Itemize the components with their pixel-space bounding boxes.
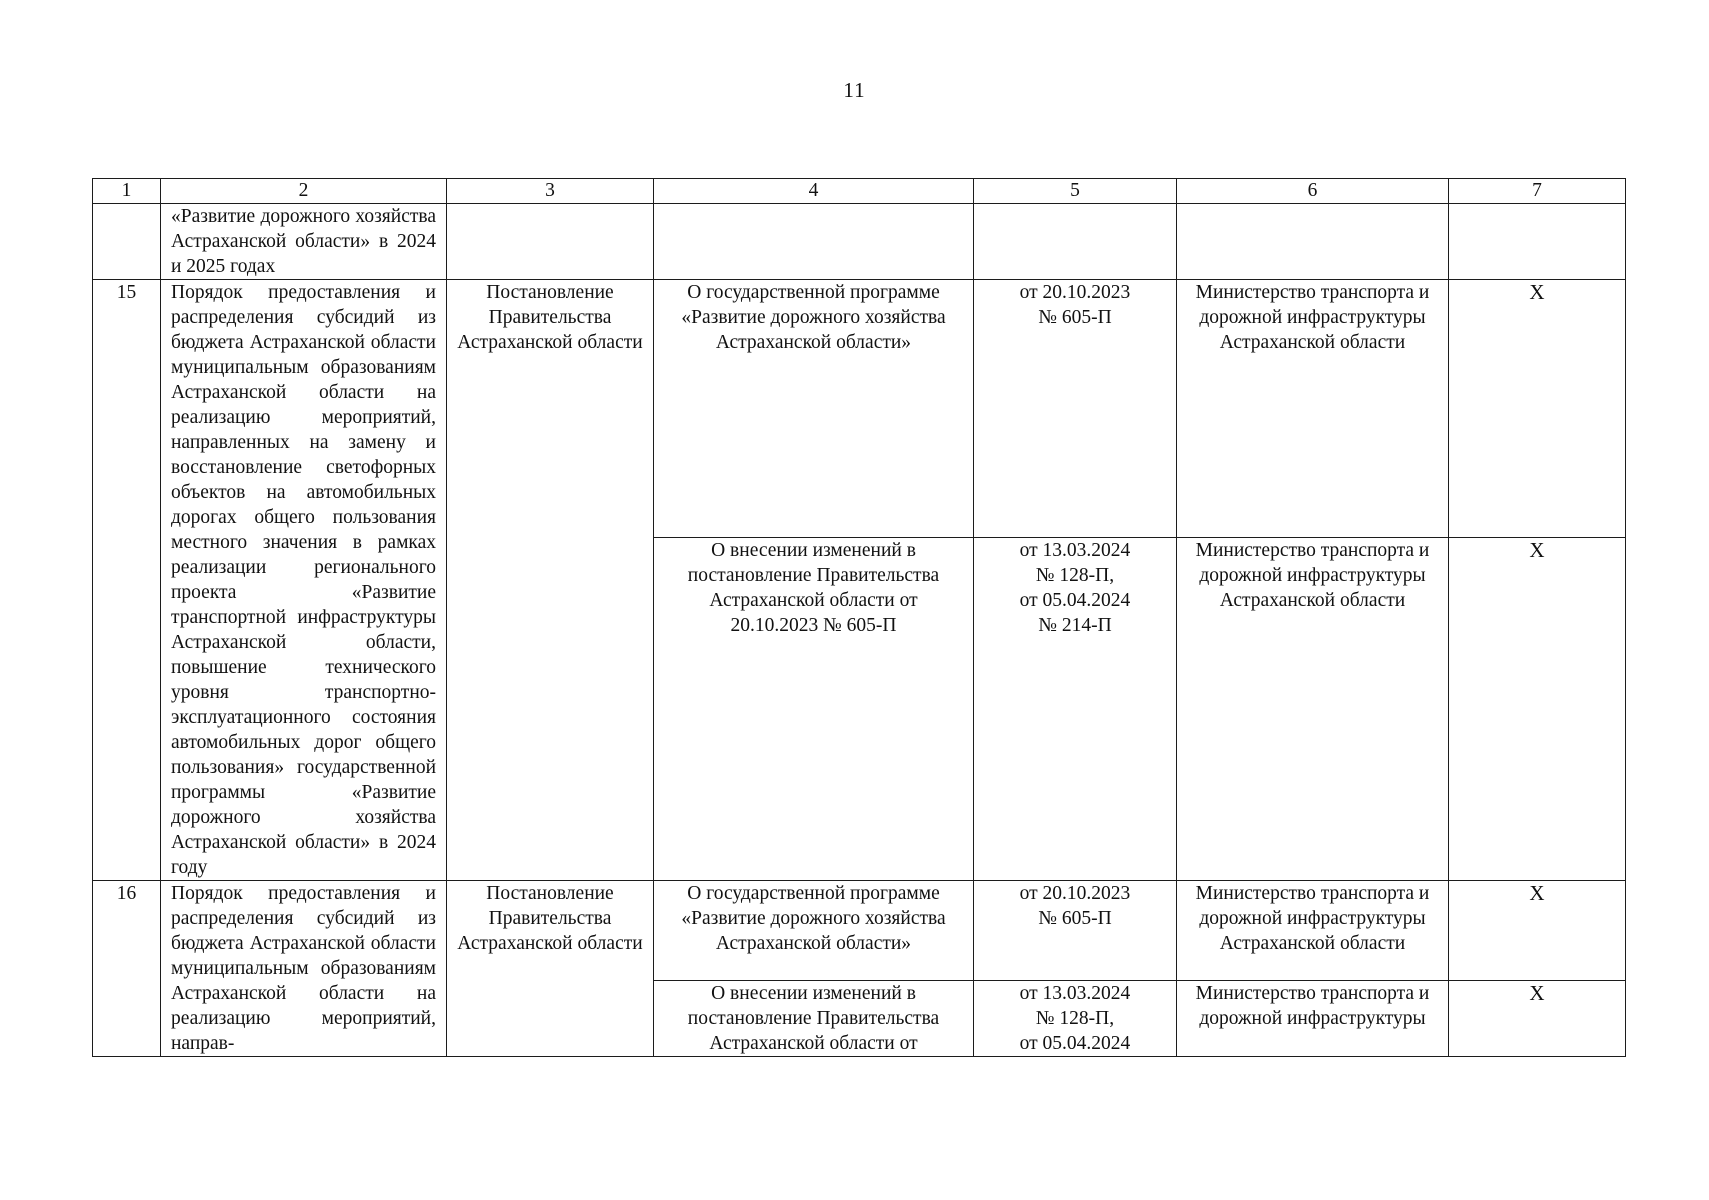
page-number: 11 bbox=[843, 78, 866, 102]
act-title: О внесении изменений в постановление Правительства Астраханской области от 20.10.2023 № 605-П bbox=[654, 538, 974, 881]
act-date-line: от 05.04.2024 bbox=[1019, 1033, 1131, 1054]
act-date bbox=[974, 981, 1177, 1057]
table-row bbox=[93, 881, 1626, 981]
act-date-line: от 20.10.2023 bbox=[1019, 282, 1131, 303]
row-number: 16 bbox=[93, 881, 161, 1057]
act-number-line: № 605-П bbox=[1038, 307, 1112, 328]
act-date bbox=[974, 280, 1177, 538]
continuation-empty-cell bbox=[1177, 204, 1449, 280]
header-cell-4: 4 bbox=[654, 179, 974, 204]
continuation-empty-cell bbox=[974, 204, 1177, 280]
act-date-line: от 20.10.2023 bbox=[1019, 883, 1131, 904]
document-table bbox=[92, 178, 1626, 1057]
act-date-line: от 13.03.2024 bbox=[1019, 983, 1131, 1004]
act-number-line: № 605-П bbox=[1038, 908, 1112, 929]
continuation-row bbox=[93, 204, 1626, 280]
act-date-line: от 13.03.2024 bbox=[1019, 540, 1131, 562]
header-cell-2: 2 bbox=[161, 179, 447, 204]
act-title: О государственной программе «Развитие дорожного хозяйства Астраханской области» bbox=[654, 881, 974, 981]
act-organization: Министерство транспорта и дорожной инфраструктуры bbox=[1177, 981, 1449, 1057]
act-number-line: № 128-П, bbox=[1035, 1008, 1115, 1029]
act-mark: Х bbox=[1449, 538, 1626, 881]
continuation-number-cell bbox=[93, 204, 161, 280]
row-doc-type: Постановление Правительства Астраханской области bbox=[447, 280, 654, 881]
header-cell-7: 7 bbox=[1449, 179, 1626, 204]
act-title: О государственной программе «Развитие дорожного хозяйства Астраханской области» bbox=[654, 280, 974, 538]
header-cell-6: 6 bbox=[1177, 179, 1449, 204]
row-number: 15 bbox=[93, 280, 161, 881]
act-mark: Х bbox=[1449, 280, 1626, 538]
header-cell-3: 3 bbox=[447, 179, 654, 204]
act-number-line: № 214-П bbox=[1038, 615, 1112, 637]
header-cell-1: 1 bbox=[93, 179, 161, 204]
act-mark: Х bbox=[1449, 881, 1626, 981]
act-date bbox=[974, 881, 1177, 981]
act-date bbox=[974, 538, 1177, 881]
continuation-empty-cell bbox=[654, 204, 974, 280]
act-mark: Х bbox=[1449, 981, 1626, 1057]
row-name: Порядок предоставления и распределения субсидий из бюджета Астраханской области муниципальным образованиям Астраханской области на реализацию мероприятий, направ- bbox=[161, 881, 447, 1057]
header-row bbox=[93, 179, 1626, 204]
table-row bbox=[93, 280, 1626, 538]
act-organization: Министерство транспорта и дорожной инфраструктуры Астраханской области bbox=[1177, 538, 1449, 881]
header-cell-5: 5 bbox=[974, 179, 1177, 204]
act-organization: Министерство транспорта и дорожной инфраструктуры Астраханской области bbox=[1177, 881, 1449, 981]
row-name: Порядок предоставления и распределения субсидий из бюджета Астраханской области муниципальным образованиям Астраханской области на реализацию мероприятий, направленных на замену и восстановление светофорных объектов на автомобильных дорогах общего пользования местного значения в рамках реализации регионального проекта «Развитие транспортной инфраструктуры Астраханской области, повышение технического уровня транспортно-эксплуатационного состояния автомобильных дорог общего пользования» государственной программы «Развитие дорожного хозяйства Астраханской области» в 2024 году bbox=[161, 280, 447, 881]
act-organization: Министерство транспорта и дорожной инфраструктуры Астраханской области bbox=[1177, 280, 1449, 538]
act-title: О внесении изменений в постановление Правительства Астраханской области от bbox=[654, 981, 974, 1057]
act-number-line: № 128-П, bbox=[1035, 565, 1115, 587]
continuation-empty-cell bbox=[447, 204, 654, 280]
continuation-empty-cell bbox=[1449, 204, 1626, 280]
row-doc-type: Постановление Правительства Астраханской области bbox=[447, 881, 654, 1057]
act-date-line: от 05.04.2024 bbox=[1019, 590, 1131, 612]
continuation-name-cell: «Развитие дорожного хозяйства Астраханской области» в 2024 и 2025 годах bbox=[161, 204, 447, 280]
